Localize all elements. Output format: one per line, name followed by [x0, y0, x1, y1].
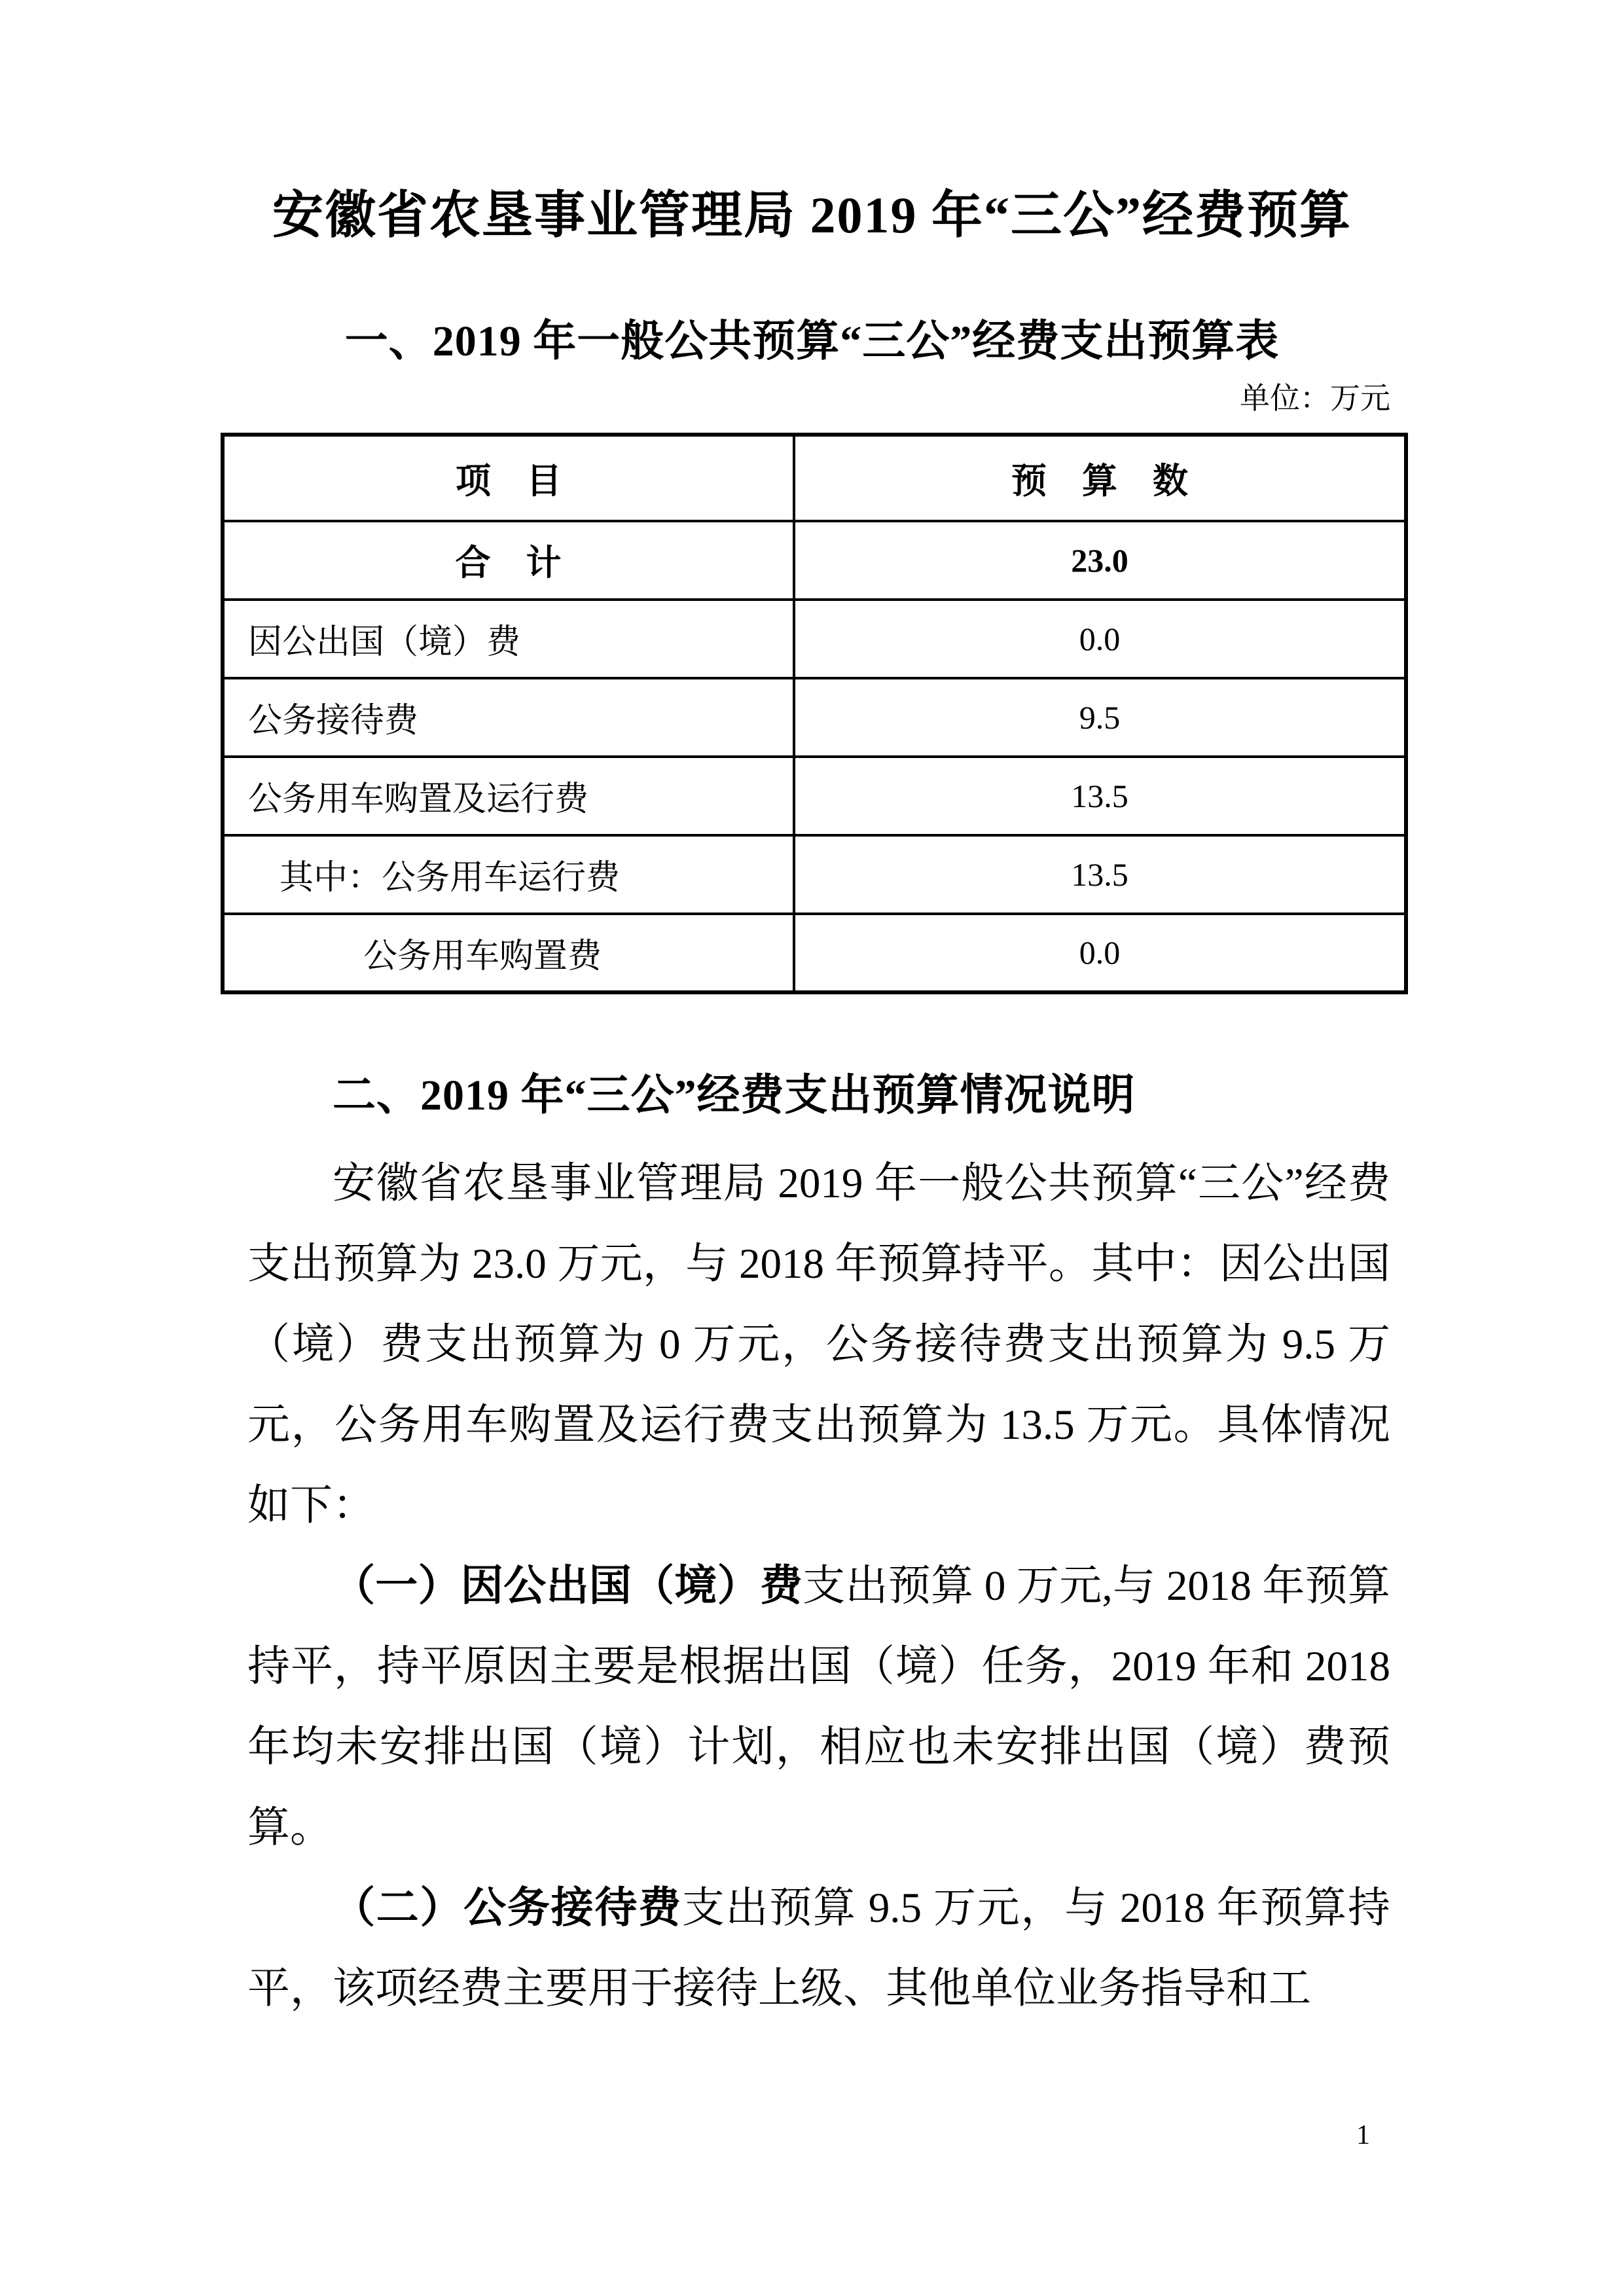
table-row: [223, 678, 1406, 757]
budget-table: [221, 433, 1408, 994]
document-title: 安徽省农垦事业管理局 2019 年“三公”经费预算: [272, 187, 1352, 244]
explanation-text: [0, 1144, 1624, 2029]
paragraph-body: 支出预算 9.5 万元，与 2018 年预算持平，该项经费主要用于接待上级、其他单位业务指导和工: [247, 1884, 1390, 2012]
paragraph-lead: （一）因公出国（境）费: [333, 1562, 803, 1610]
paragraph-lead: （二）公务接待费: [333, 1884, 682, 1932]
column-header-item: 项 目: [223, 435, 794, 521]
table-row: [223, 835, 1406, 914]
row-value: 9.5: [794, 678, 1406, 757]
row-label: 合 计: [223, 521, 794, 600]
row-label: 公务接待费: [223, 678, 794, 757]
unit-label: 单位：万元: [1240, 382, 1390, 416]
row-label: 公务用车购置费: [223, 914, 794, 992]
table-header-row: [223, 435, 1406, 521]
paragraph-item-2: [247, 1868, 1390, 2029]
column-header-budget: 预 算 数: [794, 435, 1406, 521]
row-value: 0.0: [794, 914, 1406, 992]
section1-heading: 一、2019 年一般公共预算“三公”经费支出预算表: [344, 317, 1280, 366]
paragraph-item-1: [247, 1546, 1390, 1868]
row-label: 公务用车购置及运行费: [223, 757, 794, 835]
row-value: 13.5: [794, 757, 1406, 835]
row-value: 23.0: [794, 521, 1406, 600]
row-value: 13.5: [794, 835, 1406, 914]
page-number: 1: [1356, 2120, 1370, 2150]
table-row: [223, 914, 1406, 992]
section2-heading: 二、2019 年“三公”经费支出预算情况说明: [333, 1071, 1136, 1119]
row-value: 0.0: [794, 600, 1406, 678]
paragraph-overview: [247, 1144, 1390, 1546]
table-row: [223, 757, 1406, 835]
row-label: 其中：公务用车运行费: [223, 835, 794, 914]
table-row: [223, 600, 1406, 678]
paragraph-body: 安徽省农垦事业管理局 2019 年一般公共预算“三公”经费支出预算为 23.0 万元，与 2018 年预算持平。其中：因公出国（境）费支出预算为 0 万元，公务接待费支出预算为 9.5 万元，公务用车购置及运行费支出预算为 13.5 万元。具体情况如下：: [247, 1159, 1390, 1529]
table-row-total: [223, 521, 1406, 600]
paragraph-body: 支出预算 0 万元,与 2018 年预算持平，持平原因主要是根据出国（境）任务，2019 年和 2018 年均未安排出国（境）计划，相应也未安排出国（境）费预算。: [247, 1562, 1390, 1851]
row-label: 因公出国（境）费: [223, 600, 794, 678]
